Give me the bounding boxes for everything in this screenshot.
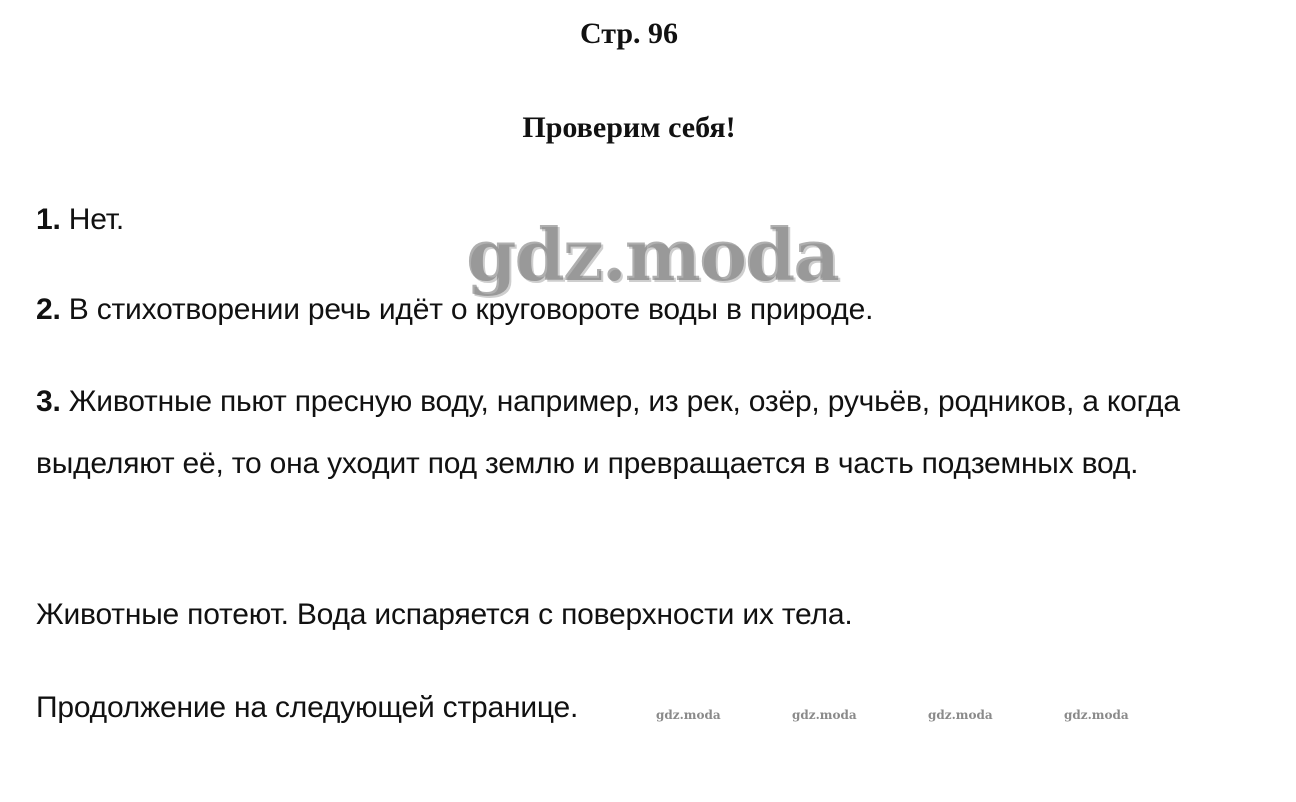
watermark-small: gdz.moda: [1064, 708, 1129, 722]
answer-number: 1.: [36, 203, 61, 236]
section-title: Проверим себя!: [522, 111, 736, 144]
watermark-small: gdz.moda: [656, 708, 721, 722]
watermark-small: gdz.moda: [792, 708, 857, 722]
answer-number: 3.: [36, 385, 61, 418]
answer-number: 2.: [36, 293, 61, 326]
page-number: Стр. 96: [579, 17, 679, 50]
watermark-logo: gdz.moda: [466, 212, 838, 297]
answer-text: Животные пьют пресную воду, например, из рек, озёр, ручьёв, родников, а когда выделяют её, то она уходит под землю и превращается в часть подземных вод.: [36, 385, 1180, 480]
continuation-note: Продолжение на следующей странице.: [36, 691, 579, 724]
answer-2: [36, 279, 1256, 341]
answer-3: [36, 371, 1256, 495]
paragraph-sweat: Животные потеют. Вода испаряется с поверхности их тела.: [36, 598, 853, 631]
watermark-small: gdz.moda: [928, 708, 993, 722]
answer-text: В стихотворении речь идёт о круговороте воды в природе.: [68, 293, 874, 326]
answer-1: [36, 189, 1256, 251]
answer-text: Нет.: [68, 203, 125, 236]
